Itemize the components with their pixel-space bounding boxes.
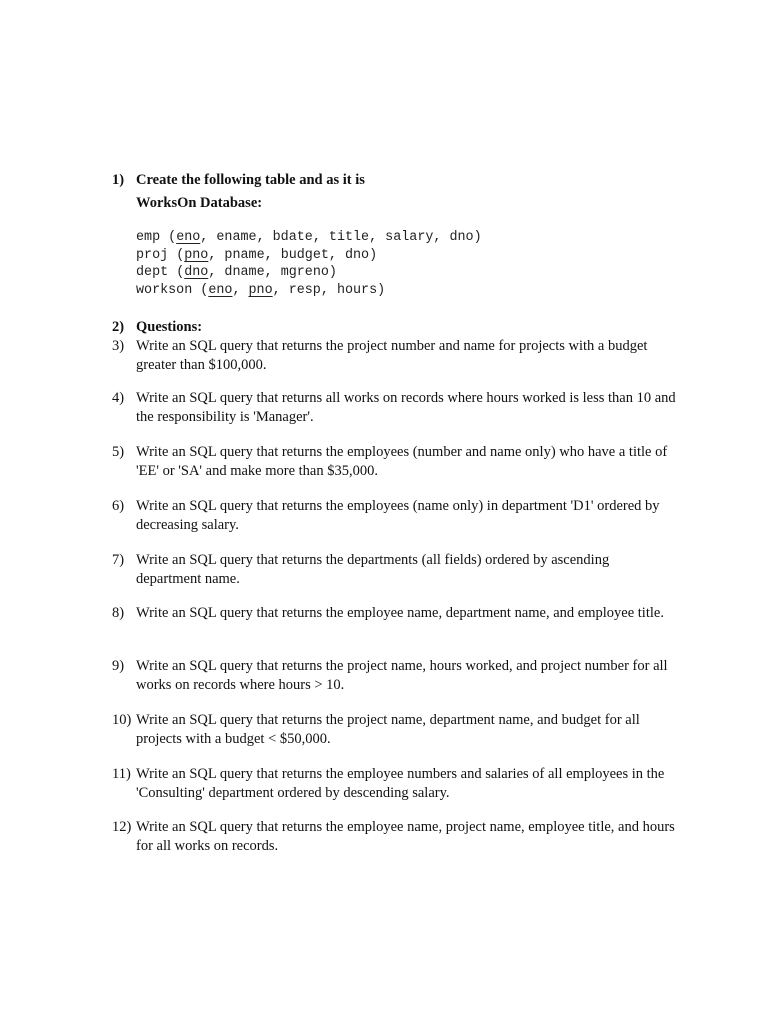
question-number: 6) xyxy=(112,498,125,514)
field-name: dno xyxy=(449,230,474,245)
field-name: dno xyxy=(344,247,370,263)
field-name: ename xyxy=(216,230,257,245)
question-text: Write an SQL query that returns the project name, department name, and budget for all projects with a budget < $50,000. xyxy=(136,712,640,747)
question-number: 5) xyxy=(112,444,125,460)
field-name: salary xyxy=(385,230,434,245)
primary-key-field: pno xyxy=(248,283,273,299)
question-text: Write an SQL query that returns the project name, hours worked, and project number for all works on records where hours > 10. xyxy=(136,658,668,693)
primary-key-field: pno xyxy=(184,247,209,263)
question-number: 10) xyxy=(112,712,132,728)
question-text: Write an SQL query that returns the employees (number and name only) who have a title of 'EE' or 'SA' and make more than $35,000. xyxy=(136,444,668,479)
field-name: pname xyxy=(224,247,265,263)
question-text: Write an SQL query that returns the departments (all fields) ordered by ascending department name. xyxy=(136,552,610,587)
question-text: Write an SQL query that returns the employees (name only) in department 'D1' ordered by decreasing salary. xyxy=(136,498,660,533)
section-title: Questions: xyxy=(136,319,203,335)
question-number: 7) xyxy=(112,552,125,568)
question-text: Write an SQL query that returns the employee name, department name, and employee title. xyxy=(136,605,664,621)
schema-line-emp: emp (eno, ename, bdate, title, salary, dno) xyxy=(136,230,482,245)
field-name: title xyxy=(328,230,370,245)
schema-line-proj: proj (pno, pname, budget, dno) xyxy=(136,247,378,263)
field-name: hours xyxy=(336,283,378,299)
field-name: mgreno xyxy=(280,265,329,281)
table-name: dept xyxy=(136,265,169,281)
question-number: 12) xyxy=(112,819,132,835)
question-text: Write an SQL query that returns the employee numbers and salaries of all employees in the 'Consulting' department ordered by descending salary. xyxy=(136,766,665,801)
table-name: workson xyxy=(136,283,193,299)
section-title: Create the following table and as it is xyxy=(136,172,365,188)
schema-line-dept: dept (dno, dname, mgreno) xyxy=(136,265,337,281)
question-number: 11) xyxy=(112,766,131,782)
question-text: Write an SQL query that returns all works on records where hours worked is less than 10 and the responsibility is 'Manager'. xyxy=(136,390,676,425)
question-number: 8) xyxy=(112,605,125,621)
question-number: 9) xyxy=(112,658,125,674)
section-number: 1) xyxy=(112,172,125,188)
question-number: 3) xyxy=(112,338,125,354)
section-number: 2) xyxy=(112,319,125,335)
database-subheading: WorksOn Database: xyxy=(136,195,263,211)
primary-key-field: eno xyxy=(176,230,201,245)
primary-key-field: eno xyxy=(208,283,233,299)
table-name: emp xyxy=(136,230,161,245)
table-name: proj xyxy=(136,247,169,263)
schema-block xyxy=(136,229,482,300)
question-text: Write an SQL query that returns the project number and name for projects with a budget greater than $100,000. xyxy=(136,338,648,373)
schema-line-workson: workson (eno, pno, resp, hours) xyxy=(136,283,386,299)
field-name: dname xyxy=(224,265,265,281)
primary-key-field: dno xyxy=(184,265,209,281)
question-number: 4) xyxy=(112,390,125,406)
question-text: Write an SQL query that returns the employee name, project name, employee title, and hours for all works on records. xyxy=(136,819,675,854)
field-name: resp xyxy=(288,283,321,299)
field-name: budget xyxy=(280,247,329,263)
field-name: bdate xyxy=(272,230,313,245)
